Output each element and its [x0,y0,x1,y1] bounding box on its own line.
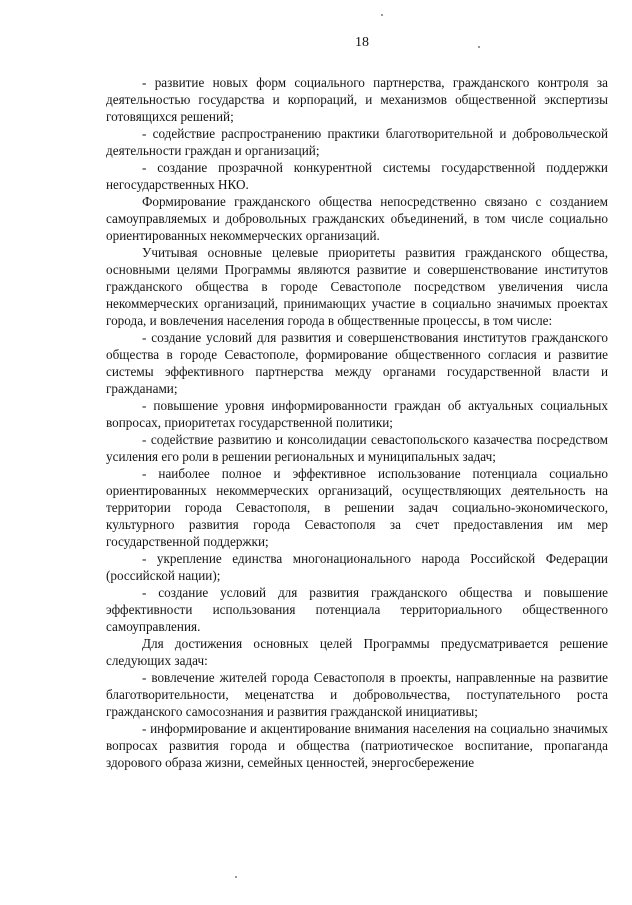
paragraph: Учитывая основные целевые приоритеты развития гражданского общества, основными целями Программы являются развитие и совершенствование институтов гражданского общества в городе Севастополе посредством увеличения числа некоммерческих организаций, принимающих участие в социально значимых проектах города, и вовлечения населения города в общественные процессы, в том числе: [106,245,608,328]
paragraph: - укрепление единства многонационального народа Российской Федерации (российской нации); [106,551,608,583]
paragraph: - создание прозрачной конкурентной системы государственной поддержки негосударственных НКО. [106,160,608,192]
paragraph: - создание условий для развития и совершенствования институтов гражданского общества в городе Севастополе, формирование общественного согласия и развитие системы эффективного партнерства между органами государственной власти и гражданами; [106,330,608,396]
paragraph: Для достижения основных целей Программы предусматривается решение следующих задач: [106,636,608,668]
paragraph: Формирование гражданского общества непосредственно связано с созданием самоуправляемых и добровольных гражданских объединений, в том числе социально ориентированных некоммерческих организаций. [106,194,608,243]
page-number: 18 [355,35,369,50]
scan-speck [478,46,480,48]
paragraph: - развитие новых форм социального партнерства, гражданского контроля за деятельностью государства и корпораций, и механизмов общественной экспертизы готовящихся решений; [106,75,608,124]
paragraph: - наиболее полное и эффективное использование потенциала социально ориентированных некоммерческих организаций, осуществляющих деятельность на территории города Севастополя, в решении задач социально-экономического, культурного развития города Севастополя за счет предоставления им мер государственной поддержки; [106,466,608,549]
paragraph: - создание условий для развития гражданского общества и повышение эффективности использования потенциала территориального общественного самоуправления. [106,585,608,634]
paragraph: - вовлечение жителей города Севастополя в проекты, направленные на развитие благотворительности, меценатства и добровольчества, поступательного роста гражданского самосознания и развития гражданской инициативы; [106,670,608,719]
paragraph: - информирование и акцентирование внимания населения на социально значимых вопросах развития города и общества (патриотическое воспитание, пропаганда здорового образа жизни, семейных ценностей, энергосбережение [106,721,608,770]
scan-speck [235,876,237,878]
paragraph: - повышение уровня информированности граждан об актуальных социальных вопросах, приоритетах государственной политики; [106,398,608,430]
paragraph: - содействие распространению практики благотворительной и добровольческой деятельности граждан и организаций; [106,126,608,158]
scan-speck [381,14,383,16]
body-text [106,74,608,771]
paragraph: - содействие развитию и консолидации севастопольского казачества посредством усиления его роли в решении региональных и муниципальных задач; [106,432,608,464]
